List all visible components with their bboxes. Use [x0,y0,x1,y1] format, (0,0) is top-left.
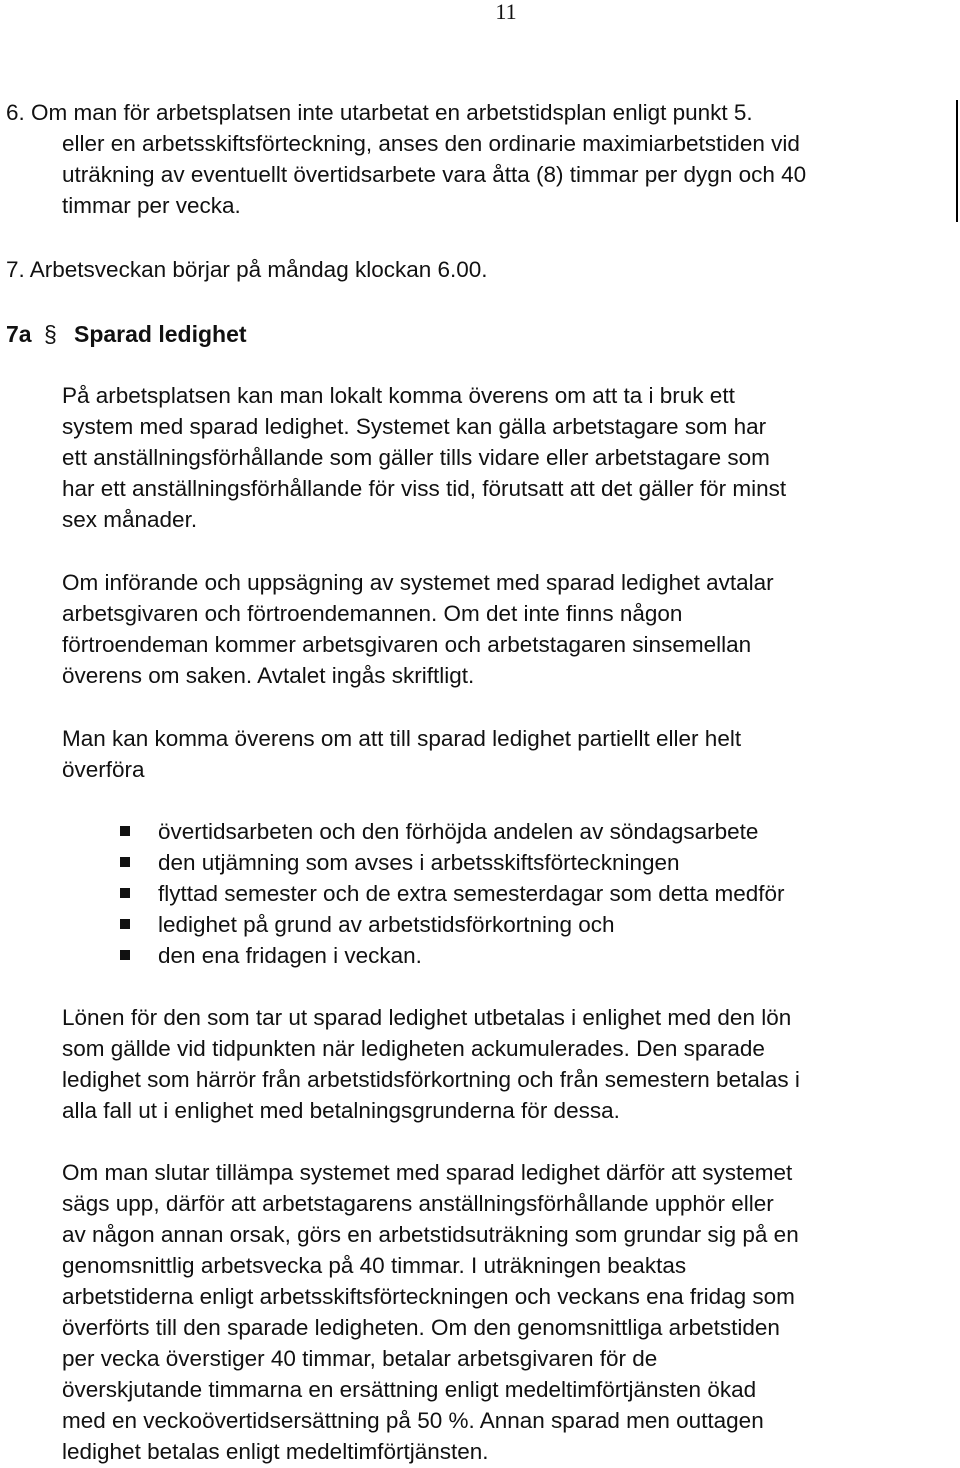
paragraph-4 [62,1002,956,1126]
square-bullet-icon [120,826,130,836]
paragraph-line: ledighet som härrör från arbetstidsförkortning och från semestern betalas i [62,1067,800,1092]
paragraph-1 [62,380,956,535]
item6-line-4: timmar per vecka. [62,193,241,218]
page-number: 11 [495,0,517,24]
paragraph-line: överens om saken. Avtalet ingås skriftligt. [62,663,475,688]
paragraph-line: sägs upp, därför att arbetstagarens anställningsförhållande upphör eller [62,1191,774,1216]
paragraph-line: Om införande och uppsägning av systemet med sparad ledighet avtalar [62,570,774,595]
list-item-text: övertidsarbeten och den förhöjda andelen av söndagsarbete [158,819,759,844]
item6-line-3: uträkning av eventuellt övertidsarbete vara åtta (8) timmar per dygn och 40 [62,162,807,187]
paragraph-line: överskjutande timmarna en ersättning enligt medeltimförtjänsten ökad [62,1377,757,1402]
item7-text: 7. Arbetsveckan börjar på måndag klockan 6.00. [6,257,488,282]
paragraph-line: ledighet betalas enligt medeltimförtjänsten. [62,1439,489,1464]
list-item-text: den utjämning som avses i arbetsskiftsförteckningen [158,850,680,875]
paragraph-line: arbetstiderna enligt arbetsskiftsförteckningen och veckans ena fridag som [62,1284,795,1309]
section-heading [6,318,247,350]
paragraph-2 [62,567,956,691]
list-item-text: flyttad semester och de extra semesterdagar som detta medför [158,881,785,906]
list-item [120,909,785,940]
paragraph-line: Om man slutar tillämpa systemet med sparad ledighet därför att systemet [62,1160,793,1185]
paragraph-line: ett anställningsförhållande som gäller tills vidare eller arbetstagare som [62,445,770,470]
paragraph-line: av någon annan orsak, görs en arbetstidsuträkning som grundar sig på en [62,1222,799,1247]
paragraph-line: sex månader. [62,507,198,532]
list-item [120,878,785,909]
square-bullet-icon [120,888,130,898]
item6-line-1: 6. Om man för arbetsplatsen inte utarbetat en arbetstidsplan enligt punkt 5. [6,100,753,125]
list-item [120,847,785,878]
section-symbol: § [44,321,57,347]
paragraph-line: alla fall ut i enlighet med betalningsgrunderna för dessa. [62,1098,620,1123]
section-title: Sparad ledighet [74,321,247,347]
square-bullet-icon [120,950,130,960]
revision-bar [956,100,958,222]
paragraph-3 [62,723,956,785]
list-item [120,816,785,847]
paragraph-line: med en veckoövertidsersättning på 50 %. Annan sparad men outtagen [62,1408,764,1433]
paragraph-line: Lönen för den som tar ut sparad ledighet utbetalas i enlighet med den lön [62,1005,792,1030]
paragraph-line: På arbetsplatsen kan man lokalt komma överens om att ta i bruk ett [62,383,735,408]
square-bullet-icon [120,919,130,929]
paragraph-5 [62,1157,956,1467]
paragraph-line: genomsnittlig arbetsvecka på 40 timmar. I uträkningen beaktas [62,1253,687,1278]
list-item [120,940,785,971]
item6-line-2: eller en arbetsskiftsförteckning, anses den ordinarie maximiarbetstiden vid [62,131,800,156]
bullet-list [120,816,785,971]
paragraph-line: arbetsgivaren och förtroendemannen. Om det inte finns någon [62,601,683,626]
paragraph-line: som gällde vid tidpunkten när ledigheten ackumulerades. Den sparade [62,1036,765,1061]
paragraph-line: system med sparad ledighet. Systemet kan gälla arbetstagare som har [62,414,767,439]
paragraph-line: per vecka överstiger 40 timmar, betalar arbetsgivaren för de [62,1346,658,1371]
list-item-text: ledighet på grund av arbetstidsförkortning och [158,912,615,937]
paragraph-line: överförts till den sparade ledigheten. Om den genomsnittliga arbetstiden [62,1315,780,1340]
paragraph-line: har ett anställningsförhållande för viss tid, förutsatt att det gäller för minst [62,476,787,501]
paragraph-line: överföra [62,757,145,782]
section-number: 7a [6,321,32,347]
square-bullet-icon [120,857,130,867]
list-item-text: den ena fridagen i veckan. [158,943,422,968]
paragraph-line: förtroendeman kommer arbetsgivaren och arbetstagaren sinsemellan [62,632,752,657]
paragraph-line: Man kan komma överens om att till sparad ledighet partiellt eller helt [62,726,742,751]
